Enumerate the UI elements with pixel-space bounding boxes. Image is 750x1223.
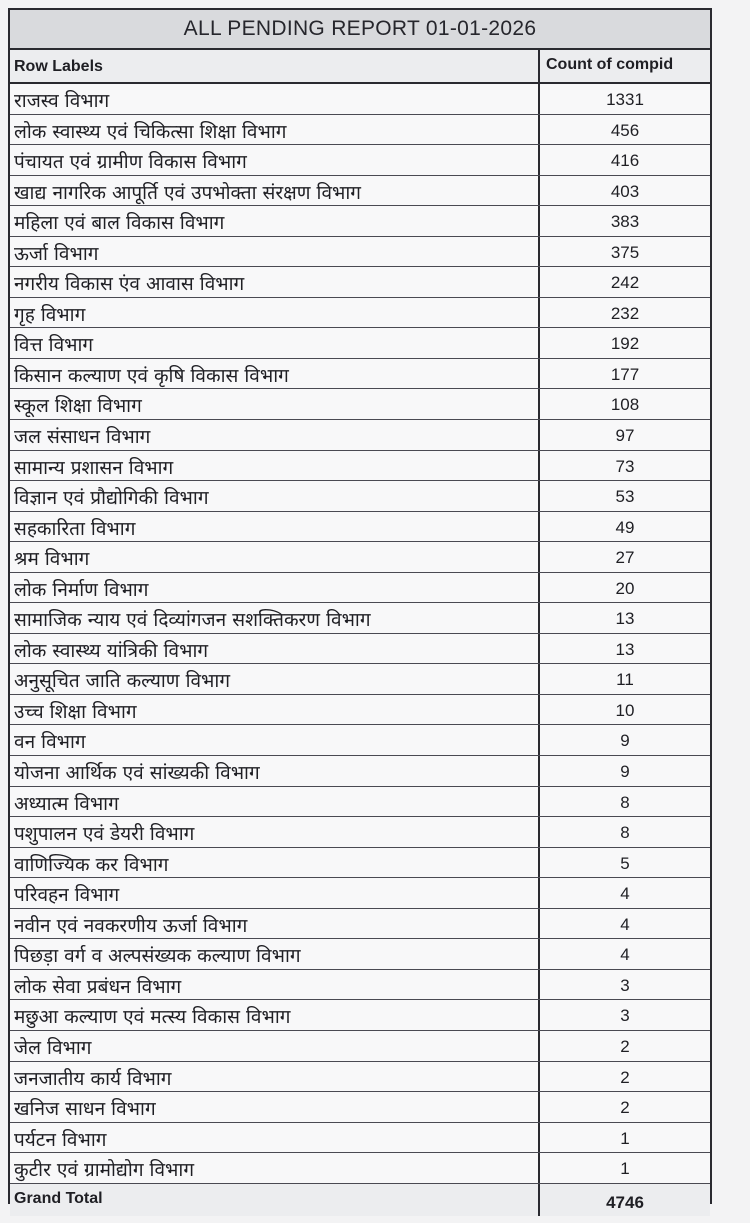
- table-row: [10, 634, 710, 665]
- table-row: [10, 420, 710, 451]
- table-row: [10, 1062, 710, 1093]
- department-name: अध्यात्म विभाग: [10, 787, 540, 817]
- header-row-labels: Row Labels: [10, 50, 540, 82]
- table-row: [10, 878, 710, 909]
- pending-count: 9: [620, 731, 630, 751]
- pending-count: 13: [615, 609, 635, 629]
- department-name: नवीन एवं नवकरणीय ऊर्जा विभाग: [10, 909, 540, 939]
- pending-count: 10: [615, 700, 635, 720]
- table-row: [10, 664, 710, 695]
- table-row: [10, 939, 710, 970]
- department-name: ऊर्जा विभाग: [10, 237, 540, 267]
- pending-count: 2: [620, 1098, 630, 1118]
- grand-total-row: [10, 1184, 710, 1216]
- table-row: [10, 1031, 710, 1062]
- table-row: [10, 817, 710, 848]
- pending-count: 3: [620, 1006, 630, 1026]
- table-row: [10, 298, 710, 329]
- pending-count: 177: [610, 364, 640, 384]
- table-row: [10, 176, 710, 207]
- department-name: श्रम विभाग: [10, 542, 540, 572]
- department-name: महिला एवं बाल विकास विभाग: [10, 206, 540, 236]
- pending-count: 20: [615, 578, 635, 598]
- department-name: नगरीय विकास एंव आवास विभाग: [10, 267, 540, 297]
- table-row: [10, 970, 710, 1001]
- table-row: [10, 573, 710, 604]
- pending-count: 456: [610, 120, 640, 140]
- table-row: [10, 756, 710, 787]
- department-name: परिवहन विभाग: [10, 878, 540, 908]
- pending-count: 2: [620, 1036, 630, 1056]
- table-row: [10, 1092, 710, 1123]
- pending-count: 242: [610, 273, 640, 293]
- pending-count: 8: [620, 823, 630, 843]
- table-row: [10, 848, 710, 879]
- department-name: स्कूल शिक्षा विभाग: [10, 389, 540, 419]
- department-name: लोक स्वास्थ्य एवं चिकित्सा शिक्षा विभाग: [10, 115, 540, 145]
- table-row: [10, 84, 710, 115]
- department-name: सामाजिक न्याय एवं दिव्यांगजन सशक्तिकरण विभाग: [10, 603, 540, 633]
- pending-count: 232: [610, 303, 640, 323]
- grand-total-label: Grand Total: [10, 1184, 540, 1216]
- department-name: पिछड़ा वर्ग व अल्पसंख्यक कल्याण विभाग: [10, 939, 540, 969]
- pending-count: 8: [620, 792, 630, 812]
- report-title: ALL PENDING REPORT 01-01-2026: [10, 10, 710, 50]
- department-name: खाद्य नागरिक आपूर्ति एवं उपभोक्ता संरक्षण विभाग: [10, 176, 540, 206]
- pending-count: 3: [620, 975, 630, 995]
- department-name: सामान्य प्रशासन विभाग: [10, 451, 540, 481]
- table-row: [10, 267, 710, 298]
- department-name: राजस्व विभाग: [10, 84, 540, 114]
- department-name: वन विभाग: [10, 725, 540, 755]
- department-name: वित्त विभाग: [10, 328, 540, 358]
- table-row: [10, 787, 710, 818]
- department-name: सहकारिता विभाग: [10, 512, 540, 542]
- table-body: [10, 84, 710, 1184]
- pending-count: 192: [610, 334, 640, 354]
- pending-count: 375: [610, 242, 640, 262]
- pending-count: 73: [615, 456, 635, 476]
- department-name: जेल विभाग: [10, 1031, 540, 1061]
- department-name: अनुसूचित जाति कल्याण विभाग: [10, 664, 540, 694]
- pending-count: 5: [620, 853, 630, 873]
- department-name: जल संसाधन विभाग: [10, 420, 540, 450]
- pending-count: 1: [620, 1128, 630, 1148]
- pending-count: 383: [610, 212, 640, 232]
- header-count: Count of compid: [546, 56, 674, 73]
- department-name: वाणिज्यिक कर विभाग: [10, 848, 540, 878]
- pending-count: 4: [620, 884, 630, 904]
- department-name: उच्च शिक्षा विभाग: [10, 695, 540, 725]
- pending-count: 1: [620, 1159, 630, 1179]
- grand-total-count: 4746: [606, 1192, 644, 1212]
- table-row: [10, 1153, 710, 1184]
- department-name: मछुआ कल्याण एवं मत्स्य विकास विभाग: [10, 1000, 540, 1030]
- table-row: [10, 695, 710, 726]
- department-name: लोक स्वास्थ्य यांत्रिकी विभाग: [10, 634, 540, 664]
- department-name: लोक निर्माण विभाग: [10, 573, 540, 603]
- table-row: [10, 603, 710, 634]
- table-row: [10, 206, 710, 237]
- pending-count: 4: [620, 914, 630, 934]
- pending-count: 11: [616, 670, 634, 690]
- table-row: [10, 115, 710, 146]
- department-name: जनजातीय कार्य विभाग: [10, 1062, 540, 1092]
- pending-count: 53: [615, 487, 635, 507]
- table-row: [10, 909, 710, 940]
- department-name: खनिज साधन विभाग: [10, 1092, 540, 1122]
- pending-count: 403: [610, 181, 640, 201]
- table-row: [10, 328, 710, 359]
- table-row: [10, 237, 710, 268]
- department-name: पंचायत एवं ग्रामीण विकास विभाग: [10, 145, 540, 175]
- pending-count: 2: [620, 1067, 630, 1087]
- department-name: विज्ञान एवं प्रौद्योगिकी विभाग: [10, 481, 540, 511]
- pending-count: 27: [615, 548, 635, 568]
- pending-count: 1331: [606, 90, 644, 109]
- pending-count: 9: [620, 762, 630, 782]
- table-row: [10, 1000, 710, 1031]
- department-name: पशुपालन एवं डेयरी विभाग: [10, 817, 540, 847]
- pending-count: 108: [610, 395, 640, 415]
- department-name: योजना आर्थिक एवं सांख्यकी विभाग: [10, 756, 540, 786]
- pending-count: 4: [620, 945, 630, 965]
- department-name: गृह विभाग: [10, 298, 540, 328]
- table-row: [10, 145, 710, 176]
- table-row: [10, 542, 710, 573]
- department-name: किसान कल्याण एवं कृषि विकास विभाग: [10, 359, 540, 389]
- report-sheet: [8, 8, 712, 1212]
- department-name: कुटीर एवं ग्रामोद्योग विभाग: [10, 1153, 540, 1183]
- table-header: [10, 50, 710, 84]
- department-name: पर्यटन विभाग: [10, 1123, 540, 1153]
- pending-count: 97: [615, 426, 635, 446]
- table-row: [10, 389, 710, 420]
- pending-count: 416: [610, 151, 640, 171]
- pending-count: 49: [615, 517, 635, 537]
- table-row: [10, 359, 710, 390]
- table-row: [10, 725, 710, 756]
- table-row: [10, 1123, 710, 1154]
- table-row: [10, 481, 710, 512]
- table-row: [10, 512, 710, 543]
- department-name: लोक सेवा प्रबंधन विभाग: [10, 970, 540, 1000]
- table-row: [10, 451, 710, 482]
- pending-count: 13: [615, 639, 635, 659]
